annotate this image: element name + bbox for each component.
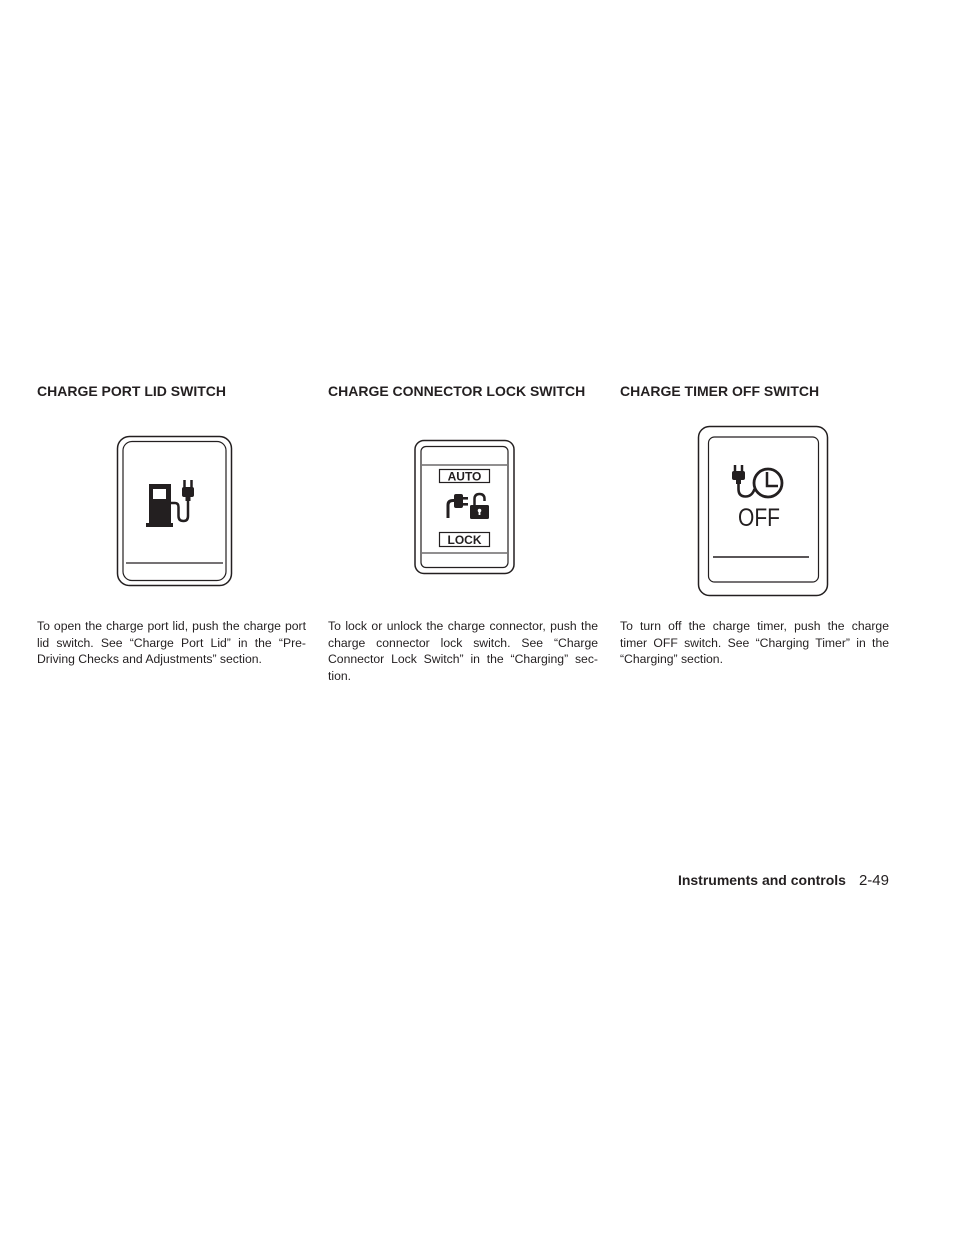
fuel-pump-plug-icon	[146, 480, 194, 527]
heading-charge-timer-off-switch: CHARGE TIMER OFF SWITCH	[620, 383, 820, 399]
paragraph-line: Connector Lock Switch” in the “Charging” sec-	[328, 652, 598, 667]
paragraph-line: To lock or unlock the charge connector, push the	[328, 619, 598, 633]
plug-clock-icon	[732, 465, 782, 497]
heading-charge-connector-lock-switch: CHARGE CONNECTOR LOCK SWITCH	[328, 383, 586, 399]
footer-section-title: Instruments and controls	[677, 872, 846, 888]
heading-charge-port-lid-switch: CHARGE PORT LID SWITCH	[37, 383, 226, 399]
lock-label: LOCK	[447, 533, 482, 547]
plug-unlock-icon	[448, 494, 489, 519]
charge-port-lid-switch-figure	[110, 430, 240, 592]
charge-timer-off-switch-figure	[692, 420, 834, 602]
paragraph-line: Driving Checks and Adjustments” section.	[37, 652, 262, 667]
page-number: 2-49	[858, 872, 889, 889]
switch-inner-frame	[123, 442, 226, 581]
paragraph-charge-connector-lock-switch	[328, 618, 598, 684]
paragraph-line: To turn off the charge timer, push the charge	[620, 619, 889, 633]
paragraph-charge-timer-off-switch	[620, 618, 889, 668]
paragraph-line: charge connector lock switch. See “Charge	[328, 635, 598, 650]
paragraph-charge-port-lid-switch	[37, 618, 306, 668]
paragraph-line: To open the charge port lid, push the charge port	[37, 619, 306, 633]
off-label: OFF	[738, 504, 780, 532]
paragraph-line: timer OFF switch. See “Charging Timer” in the	[620, 635, 889, 650]
charge-connector-lock-switch-figure	[408, 434, 520, 580]
auto-label: AUTO	[447, 469, 482, 484]
paragraph-line: tion.	[328, 668, 352, 683]
page-footer	[678, 872, 889, 889]
switch-outer-frame	[415, 441, 514, 574]
paragraph-line: “Charging” section.	[620, 652, 723, 667]
paragraph-line: lid switch. See “Charge Port Lid” in the “Pre-	[37, 635, 306, 650]
